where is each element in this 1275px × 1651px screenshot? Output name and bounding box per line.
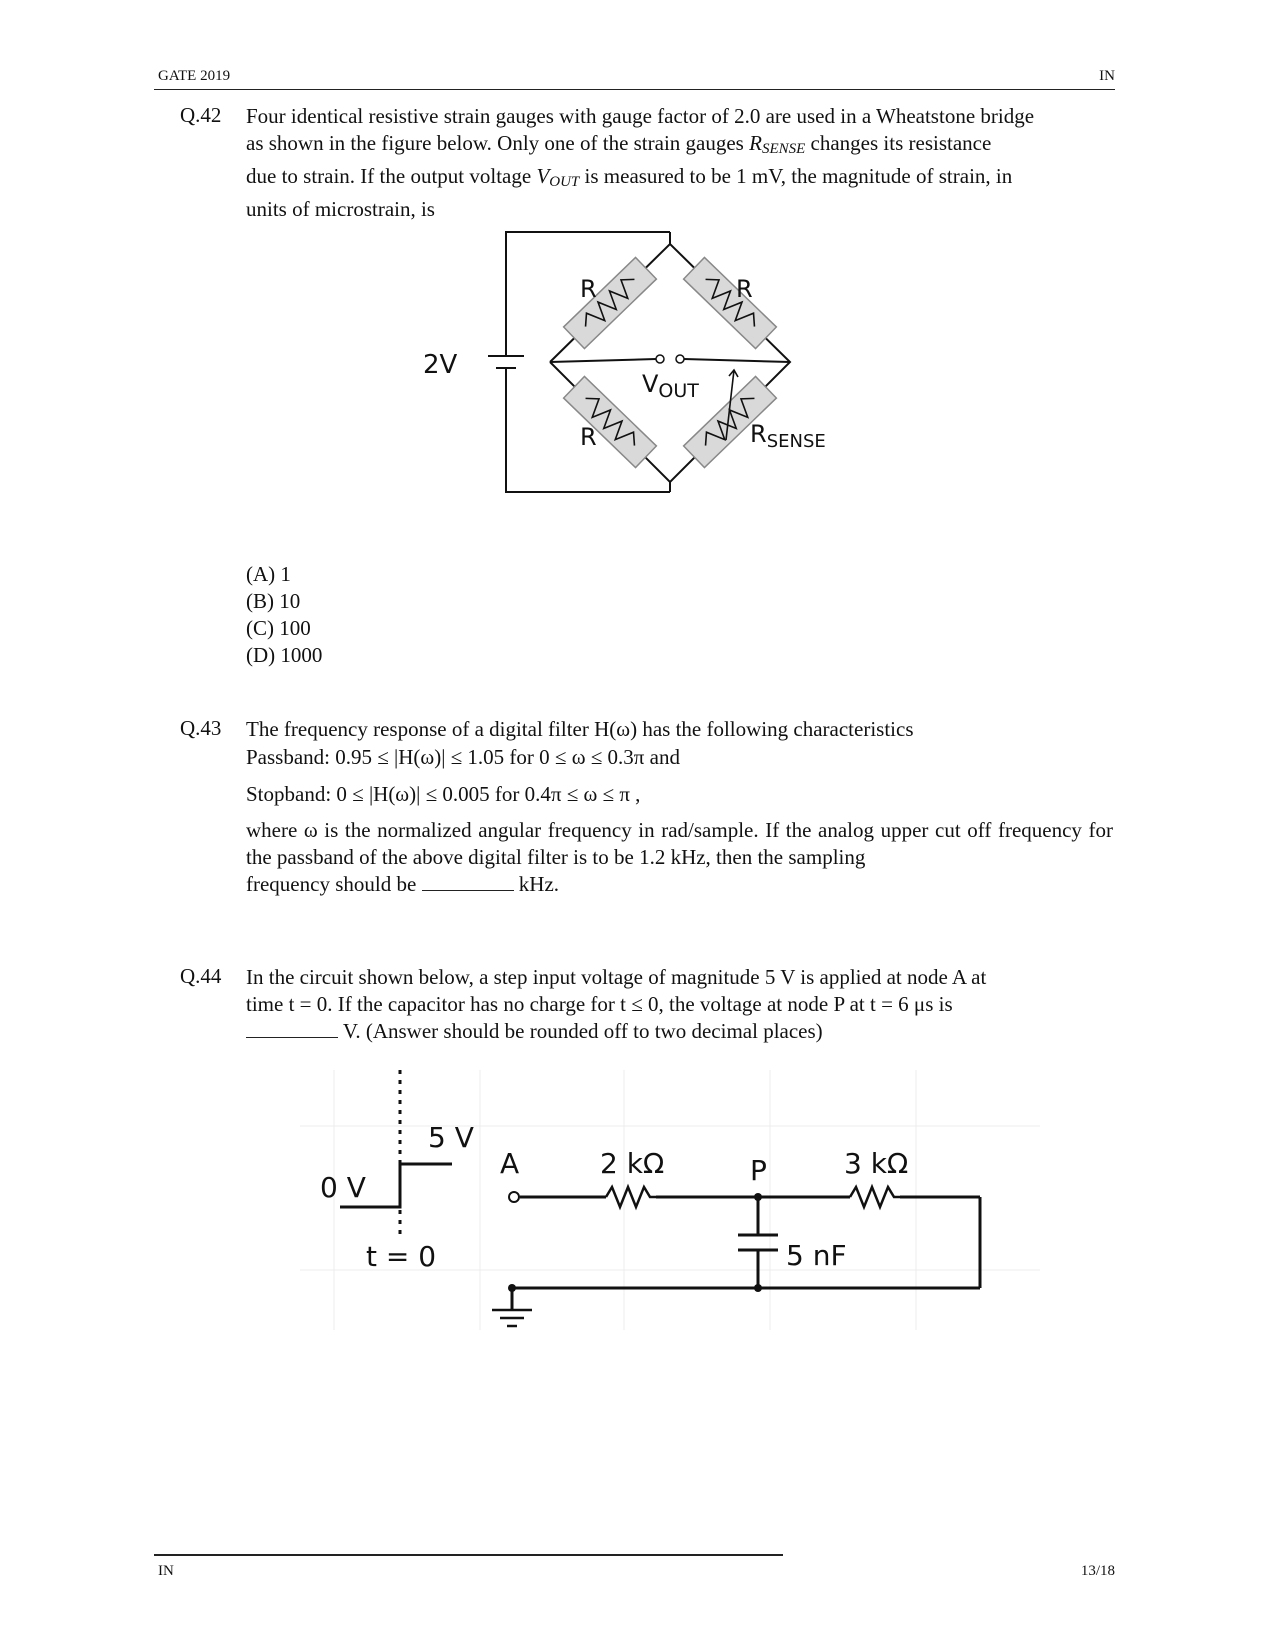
q43-line-5: frequency should be kHz. <box>246 872 560 896</box>
background-grid <box>300 1070 1040 1330</box>
q43-line-4: where ω is the normalized angular frequency in rad/sample. If the analog upper cut off frequency for the passband of the above digital filter is to be 1.2 kHz, then the sampling <box>246 818 1113 869</box>
rc-circuit-figure <box>300 1070 1040 1340</box>
q44-line-2: time t = 0. If the capacitor has no charge for t ≤ 0, the voltage at node P at t = 6 μs is <box>246 992 953 1016</box>
q42-option-a[interactable]: (A) 1 <box>246 562 291 586</box>
q42-line-2: as shown in the figure below. Only one of the strain gauges RSENSE changes its resistance <box>246 131 992 157</box>
strain-gauge-top-right <box>684 257 777 348</box>
q43-stopband: Stopband: 0 ≤ |H(ω)| ≤ 0.005 for 0.4π ≤ ω ≤ π , <box>246 782 641 806</box>
vout-label: $V_{OUT}$ <box>642 370 699 402</box>
q42-text <box>246 103 1113 223</box>
q42-line-4: units of microstrain, is <box>246 197 435 221</box>
q43-line-1: The frequency response of a digital filter H(ω) has the following characteristics <box>246 717 914 741</box>
q44-line-1: In the circuit shown below, a step input voltage of magnitude 5 V is applied at node A at <box>246 965 987 989</box>
q42-line-3: due to strain. If the output voltage VOUT is measured to be 1 mV, the magnitude of strain, in <box>246 164 1013 190</box>
footer-divider <box>154 1554 783 1556</box>
node-p-junction <box>754 1193 762 1201</box>
rsense-label: $R_{SENSE}$ <box>750 420 826 452</box>
header-exam-title: GATE 2019 <box>158 68 231 84</box>
q42-number: Q.42 <box>180 103 222 127</box>
q42-line-1: Four identical resistive strain gauges with gauge factor of 2.0 are used in a Wheatstone bridge <box>246 104 1035 128</box>
ground-symbol <box>492 1310 532 1326</box>
q43-answer-blank[interactable] <box>422 872 514 891</box>
wheatstone-bridge-figure <box>423 230 860 520</box>
q42-options <box>246 561 322 669</box>
step-high-label: 5 V <box>428 1121 474 1154</box>
strain-gauge-top-left <box>564 257 657 348</box>
capacitor-5nf <box>738 1235 778 1250</box>
node-a-label: A <box>500 1147 520 1180</box>
q43-number: Q.43 <box>180 716 222 740</box>
footer-paper-code: IN <box>158 1563 174 1579</box>
r-bottom-left-label: R <box>580 423 597 451</box>
r-top-right-label: R <box>736 275 753 303</box>
q44-answer-blank[interactable] <box>246 1019 338 1038</box>
header-divider <box>154 89 1115 90</box>
q44-number: Q.44 <box>180 964 222 988</box>
node-a-terminal <box>509 1192 519 1202</box>
node-p-label: P <box>750 1154 767 1187</box>
r-top-left-label: R <box>580 275 597 303</box>
step-low-label: 0 V <box>320 1171 366 1204</box>
resistor-3k <box>850 1187 900 1207</box>
r2-label: 3 kΩ <box>844 1147 909 1180</box>
ground-node <box>508 1284 516 1292</box>
ground-junction <box>754 1284 762 1292</box>
q42-option-b[interactable]: (B) 10 <box>246 589 301 613</box>
capacitor-label: 5 nF <box>786 1239 847 1272</box>
supply-label: 2V <box>423 350 458 380</box>
header-paper-code: IN <box>1099 68 1115 84</box>
q42-option-c[interactable]: (C) 100 <box>246 616 311 640</box>
q43-text <box>246 817 1113 898</box>
q43-passband: Passband: 0.95 ≤ |H(ω)| ≤ 1.05 for 0 ≤ ω ≤ 0.3π and <box>246 745 680 769</box>
r1-label: 2 kΩ <box>600 1147 665 1180</box>
q42-option-d[interactable]: (D) 1000 <box>246 643 323 667</box>
page-number: 13/18 <box>1080 1563 1115 1579</box>
resistor-2k <box>606 1187 656 1207</box>
time-label: t = 0 <box>366 1240 437 1273</box>
q44-line-3: V. (Answer should be rounded off to two decimal places) <box>246 1018 1113 1045</box>
q44-text <box>246 964 1113 1045</box>
